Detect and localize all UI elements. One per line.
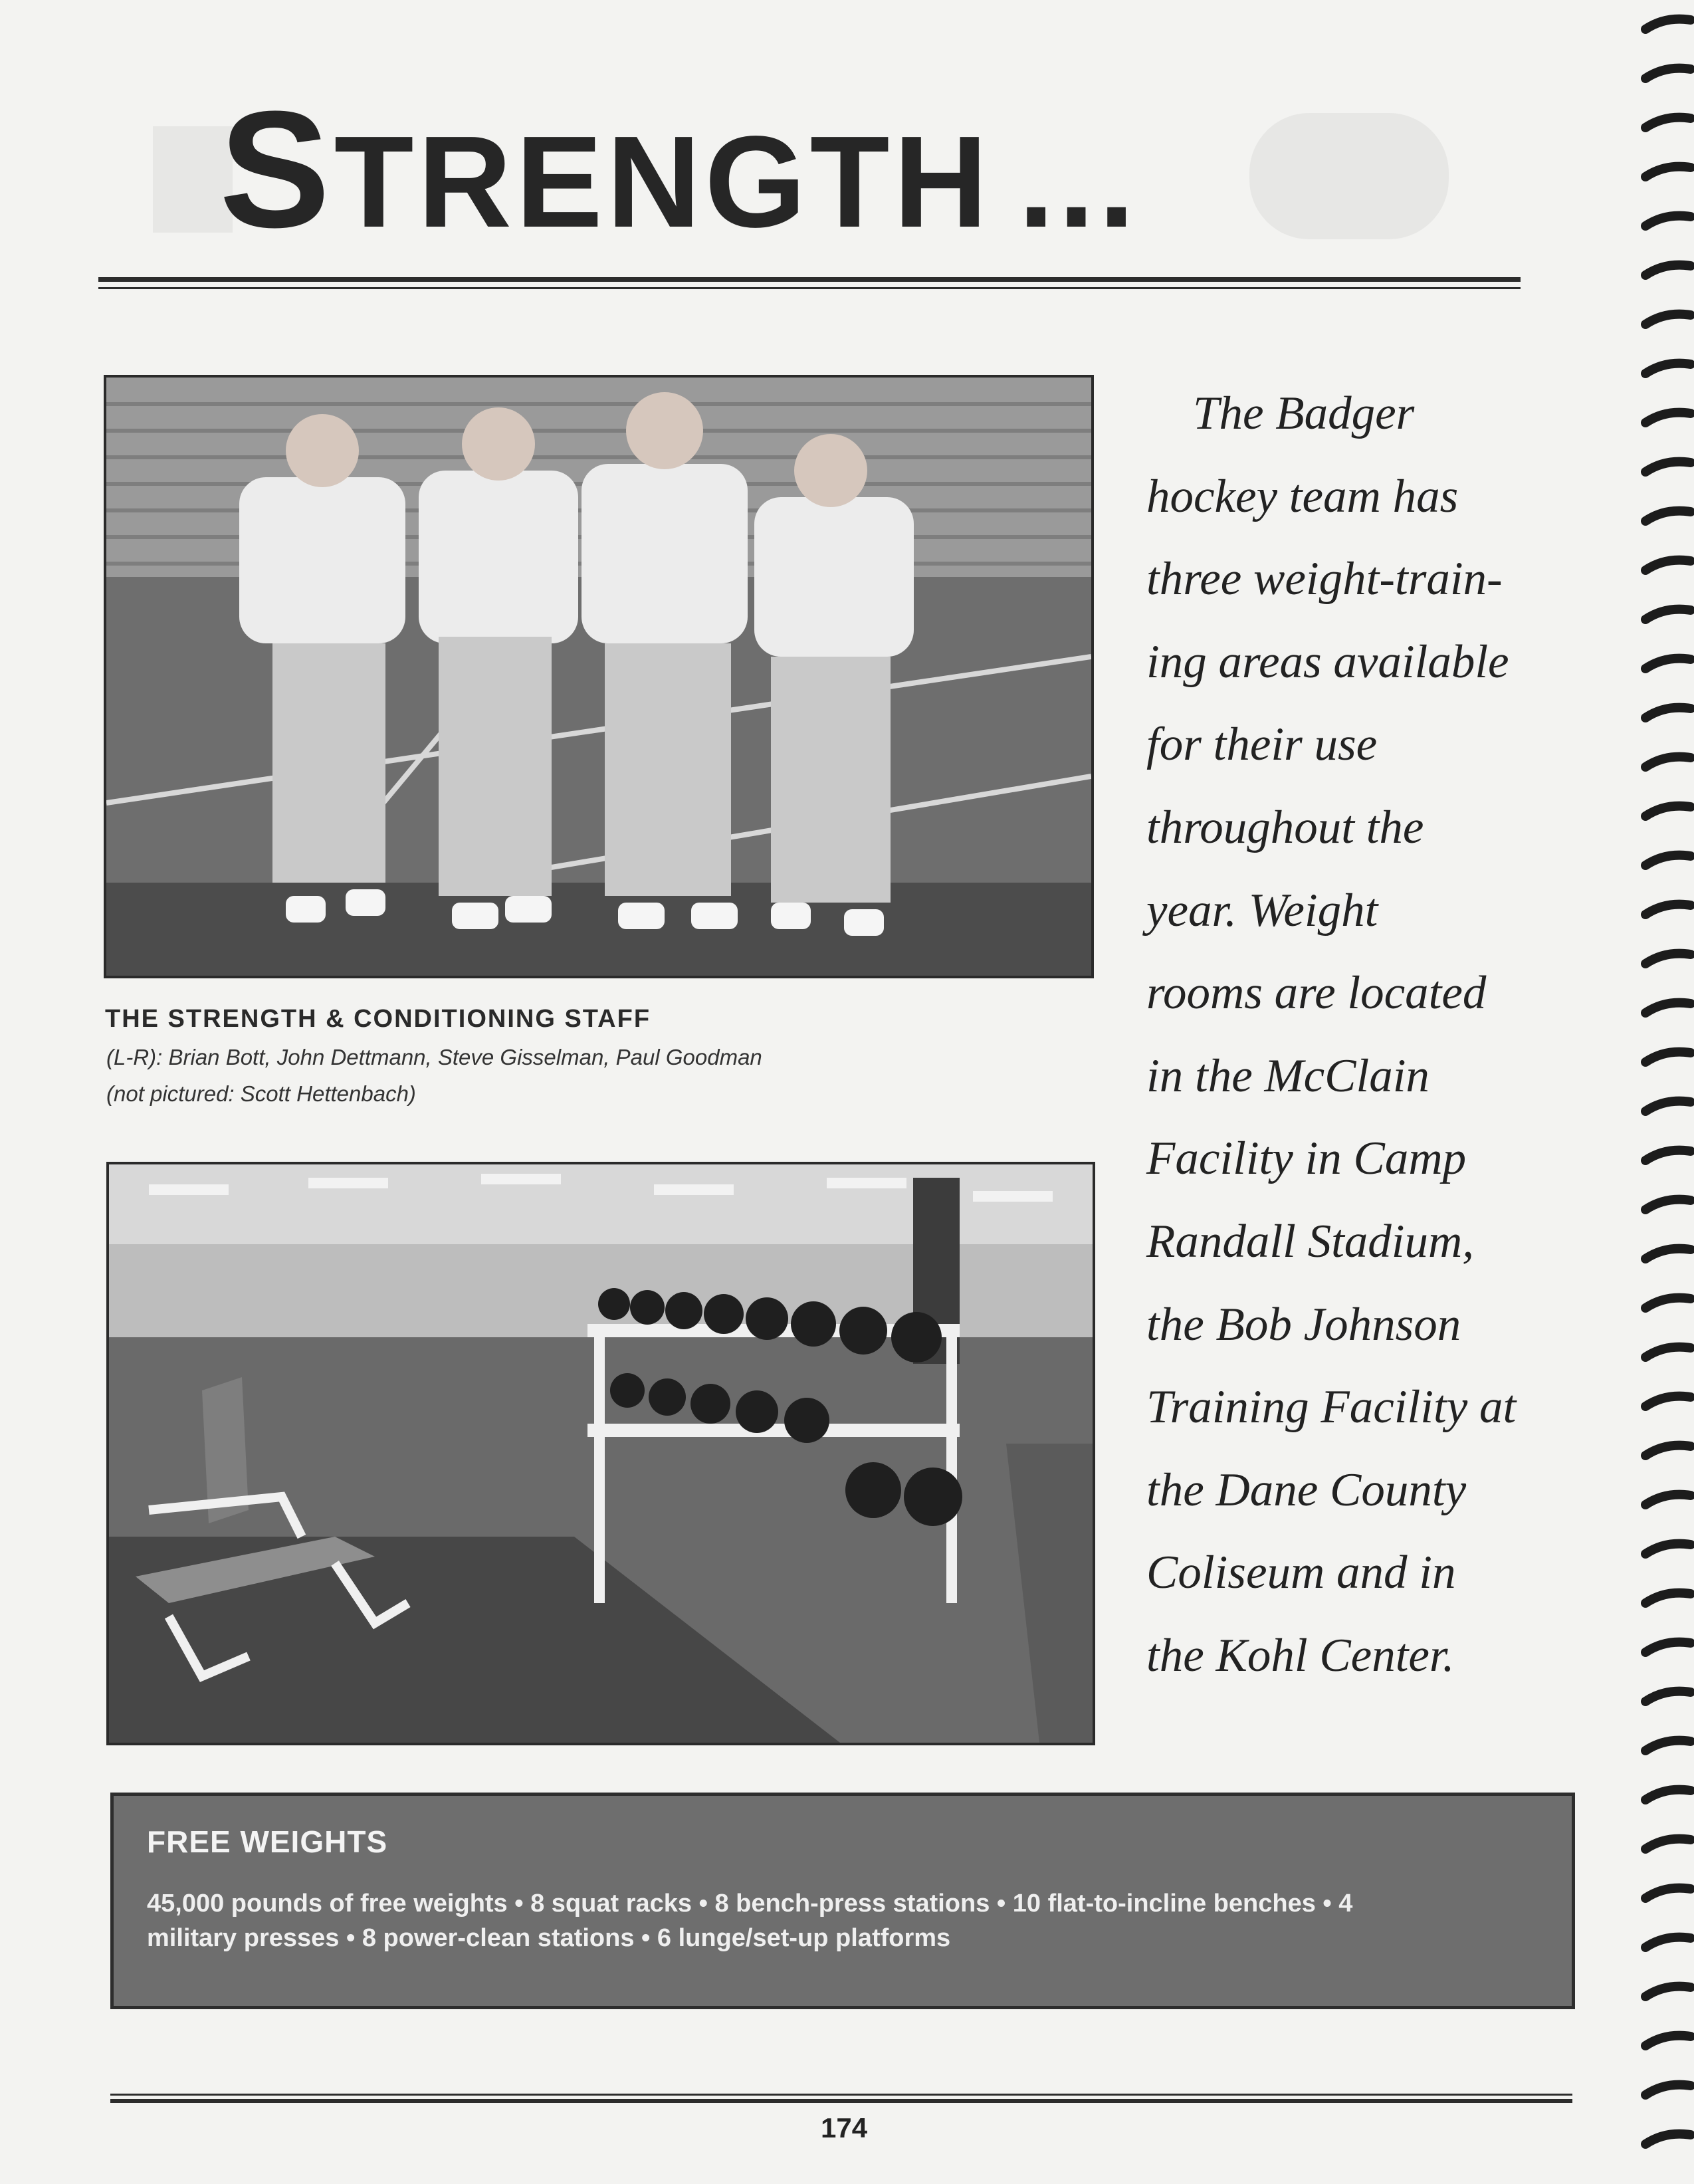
body-line: Coliseum and in [1146,1547,1456,1599]
body-line: Facility in Camp [1146,1133,1467,1185]
free-weights-list [147,1886,1536,1955]
caption-title: THE STRENGTH & CONDITIONING STAFF [105,1005,651,1033]
footer-rule-thick [110,2099,1572,2103]
free-weights-line: 45,000 pounds of free weights • 8 squat racks • 8 bench-press stations • 10 flat-to-incline benches • 4 [147,1890,1353,1917]
body-line: Training Facility at [1146,1381,1517,1434]
title-rule-thick [98,277,1521,282]
body-line: year. Weight [1146,884,1378,936]
caption-note: (not pictured: Scott Hettenbach) [106,1081,416,1106]
body-line: in the McClain [1146,1049,1429,1102]
free-weights-title: FREE WEIGHTS [147,1824,388,1859]
body-line: The Badger [1193,387,1415,439]
page-number: 174 [821,2112,868,2143]
body-line: the Kohl Center. [1146,1629,1455,1682]
staff-photo [104,375,1094,978]
page-title: STRENGTH ... [219,76,1139,262]
body-line: the Bob Johnson [1146,1298,1461,1351]
body-text [1146,372,1625,1697]
caption-names: (L-R): Brian Bott, John Dettmann, Steve Gisselman, Paul Goodman [106,1045,762,1069]
body-line: throughout the [1146,801,1424,853]
free-weights-box [110,1793,1575,2009]
body-line: the Dane County [1146,1464,1467,1516]
body-line: for their use [1146,718,1378,771]
body-line: ing areas available [1146,635,1509,688]
spiral-binding [1639,0,1694,2184]
body-line: three weight-train- [1146,553,1503,605]
title-rule-thin [98,287,1521,289]
free-weights-line: military presses • 8 power-clean stations • 6 lunge/set-up platforms [147,1924,951,1952]
footer-rule-thin [110,2094,1572,2096]
body-line: hockey team has [1146,470,1459,522]
body-line: rooms are located [1146,967,1487,1020]
weight-room-photo [106,1162,1095,1745]
body-line: Randall Stadium, [1146,1215,1475,1267]
